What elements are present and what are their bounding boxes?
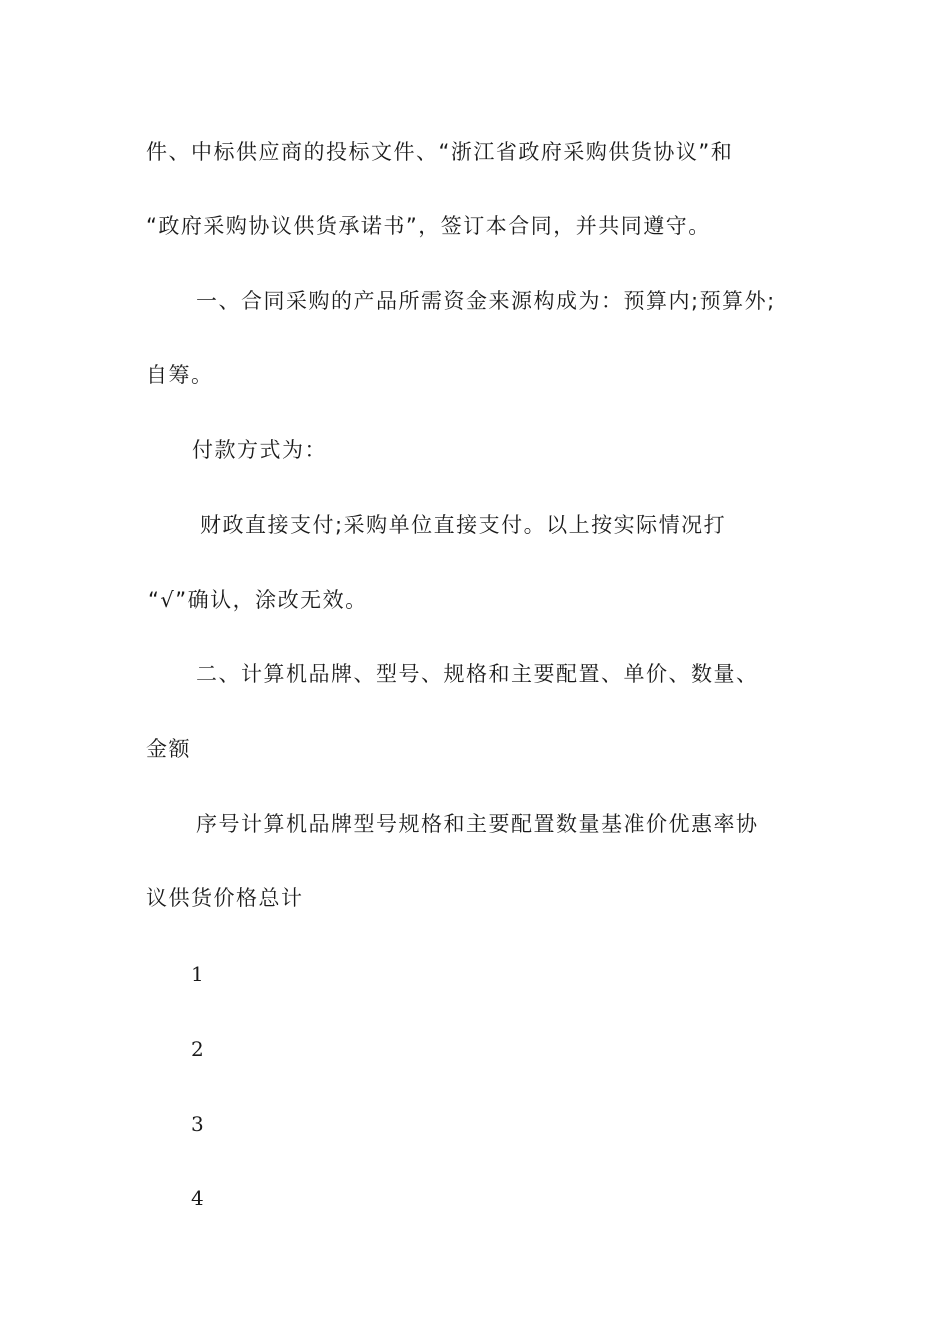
text-line: 财政直接支付;采购单位直接支付。以上按实际情况打 [200,513,727,537]
row-number: 3 [191,1112,204,1136]
row-number: 1 [191,962,204,986]
table-header-line: 议供货价格总计 [146,886,304,910]
payment-method-label: 付款方式为： [192,438,327,462]
section-heading-funding: 一、合同采购的产品所需资金来源构成为：预算内;预算外; [196,289,776,313]
row-number: 4 [191,1186,204,1210]
text-line: “√”确认，涂改无效。 [148,588,368,612]
text-line: 件、中标供应商的投标文件、“浙江省政府采购供货协议”和 [146,140,734,164]
section-heading-products: 二、计算机品牌、型号、规格和主要配置、单价、数量、 [196,662,759,686]
text-line: 金额 [146,737,191,761]
text-line: “政府采购协议供货承诺书”，签订本合同，并共同遵守。 [146,214,711,238]
text-line: 自筹。 [146,363,214,387]
table-header-line: 序号计算机品牌型号规格和主要配置数量基准价优惠率协 [196,812,759,836]
row-number: 2 [191,1037,204,1061]
